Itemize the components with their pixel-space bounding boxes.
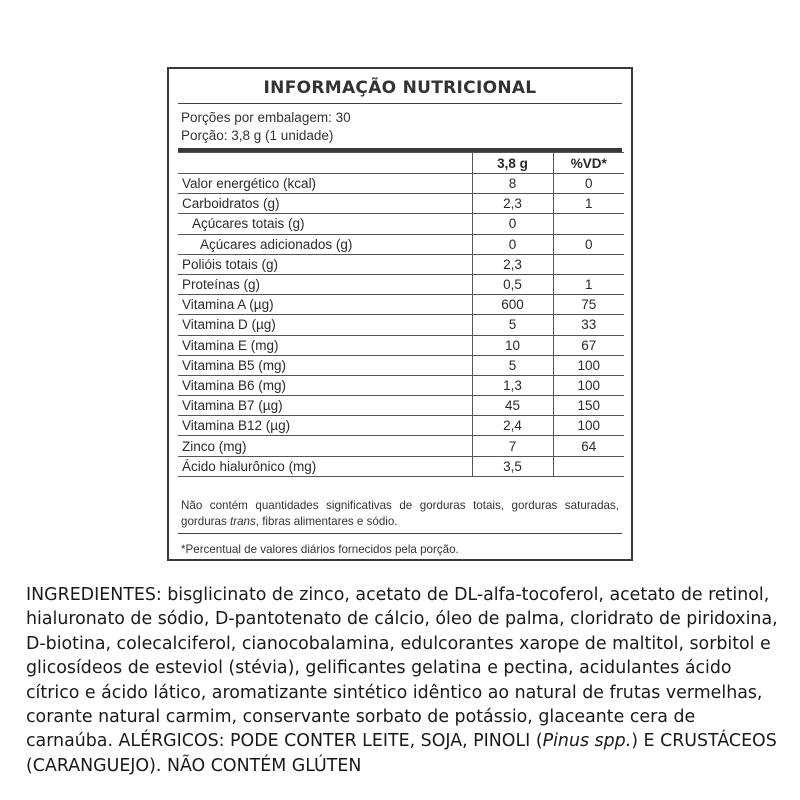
nutrient-daily-value: 1 [553, 274, 624, 294]
header-nutrient [178, 153, 472, 174]
nutrient-amount: 2,3 [472, 254, 553, 274]
table-row [178, 375, 624, 395]
table-row [178, 416, 624, 436]
nutrient-name: Açúcares totais (g) [178, 214, 472, 234]
nutrient-name: Zinco (mg) [178, 436, 472, 456]
nutrient-amount: 7 [472, 436, 553, 456]
nutrient-daily-value: 33 [553, 315, 624, 335]
footnote-divider [178, 533, 622, 534]
nutrient-name: Vitamina A (µg) [178, 295, 472, 315]
note-text-end: , fibras alimentares e sódio. [255, 515, 398, 528]
nutrient-amount: 8 [472, 174, 553, 194]
table-row [178, 274, 624, 294]
ingredients-text [26, 583, 778, 778]
header-serving-amount: 3,8 g [472, 153, 553, 174]
label-title: INFORMAÇÃO NUTRICIONAL [263, 78, 537, 98]
nutrient-name: Vitamina B7 (µg) [178, 396, 472, 416]
table-row [178, 315, 624, 335]
nutrient-name: Açúcares adicionados (g) [178, 234, 472, 254]
nutrient-amount: 0,5 [472, 274, 553, 294]
ingredients-allergens-end: ) E CRUSTÁCEOS (CARANGUEJO). NÃO CONTÉM GLÚTEN [26, 731, 777, 776]
nutrient-amount: 10 [472, 335, 553, 355]
not-significant-note [181, 498, 619, 530]
table-row [178, 254, 624, 274]
serving-size: Porção: 3,8 g (1 unidade) [181, 128, 334, 143]
nutrient-amount: 0 [472, 234, 553, 254]
table-row [178, 436, 624, 456]
nutrient-name: Vitamina B6 (mg) [178, 375, 472, 395]
nutrient-name: Vitamina D (µg) [178, 315, 472, 335]
nutrient-amount: 45 [472, 396, 553, 416]
note-trans: trans [229, 515, 256, 528]
nutrient-name: Polióis totais (g) [178, 254, 472, 274]
table-row [178, 355, 624, 375]
note-text: Não contém quantidades significativas de gorduras totais, gorduras saturadas, gorduras [181, 499, 619, 528]
nutrient-daily-value: 150 [553, 396, 624, 416]
nutrient-name: Vitamina E (mg) [178, 335, 472, 355]
ingredients-species: Pinus spp. [542, 731, 632, 752]
nutrient-name: Valor energético (kcal) [178, 174, 472, 194]
nutrient-amount: 1,3 [472, 375, 553, 395]
nutrient-amount: 2,4 [472, 416, 553, 436]
nutrient-daily-value [553, 254, 624, 274]
nutrient-name: Vitamina B5 (mg) [178, 355, 472, 375]
nutrient-amount: 5 [472, 315, 553, 335]
nutrient-daily-value: 0 [553, 174, 624, 194]
header-daily-value: %VD* [553, 153, 624, 174]
table-header-row [178, 153, 624, 174]
nutrient-name: Proteínas (g) [178, 274, 472, 294]
nutrient-daily-value: 67 [553, 335, 624, 355]
nutrient-daily-value [553, 456, 624, 476]
title-divider [178, 103, 622, 104]
nutrition-table [178, 152, 624, 477]
table-row [178, 174, 624, 194]
table-row [178, 194, 624, 214]
table-row [178, 295, 624, 315]
nutrient-daily-value: 64 [553, 436, 624, 456]
nutrient-daily-value: 1 [553, 194, 624, 214]
servings-per-package: Porções por embalagem: 30 [181, 110, 351, 125]
table-row [178, 396, 624, 416]
daily-value-footnote: *Percentual de valores diários fornecidos pela porção. [181, 543, 459, 556]
nutrient-name: Vitamina B12 (µg) [178, 416, 472, 436]
nutrient-daily-value: 75 [553, 295, 624, 315]
nutrient-name: Carboidratos (g) [178, 194, 472, 214]
table-row [178, 335, 624, 355]
table-row [178, 234, 624, 254]
nutrient-amount: 2,3 [472, 194, 553, 214]
nutrient-daily-value [553, 214, 624, 234]
nutrient-daily-value: 100 [553, 375, 624, 395]
nutrient-daily-value: 100 [553, 416, 624, 436]
nutrient-amount: 3,5 [472, 456, 553, 476]
table-row [178, 456, 624, 476]
nutrition-facts-panel [167, 67, 633, 561]
table-row [178, 214, 624, 234]
nutrient-name: Ácido hialurônico (mg) [178, 456, 472, 476]
ingredients-main: INGREDIENTES: bisglicinato de zinco, acetato de DL-alfa-tocoferol, acetato de retinol, hialuronato de sódio, D-pantotenato de cálcio, óleo de palma, cloridrato de piridoxina, D-biotina, colecalciferol, cianocobalamina, edulcorantes xarope de maltitol, sorbitol e glicosídeos de esteviol (stévia), gelificantes gelatina e pectina, acidulantes ácido cítrico e ácido lático, aromatizante sintético idêntico ao natural de frutas vermelhas, corante natural carmim, conservante sorbato de potássio, glaceante cera de carnaúba. ALÉRGICOS: PODE CONTER LEITE, SOJA, PINOLI ( [26, 585, 778, 752]
nutrient-daily-value: 100 [553, 355, 624, 375]
nutrient-daily-value: 0 [553, 234, 624, 254]
nutrient-amount: 0 [472, 214, 553, 234]
nutrient-amount: 5 [472, 355, 553, 375]
nutrient-amount: 600 [472, 295, 553, 315]
